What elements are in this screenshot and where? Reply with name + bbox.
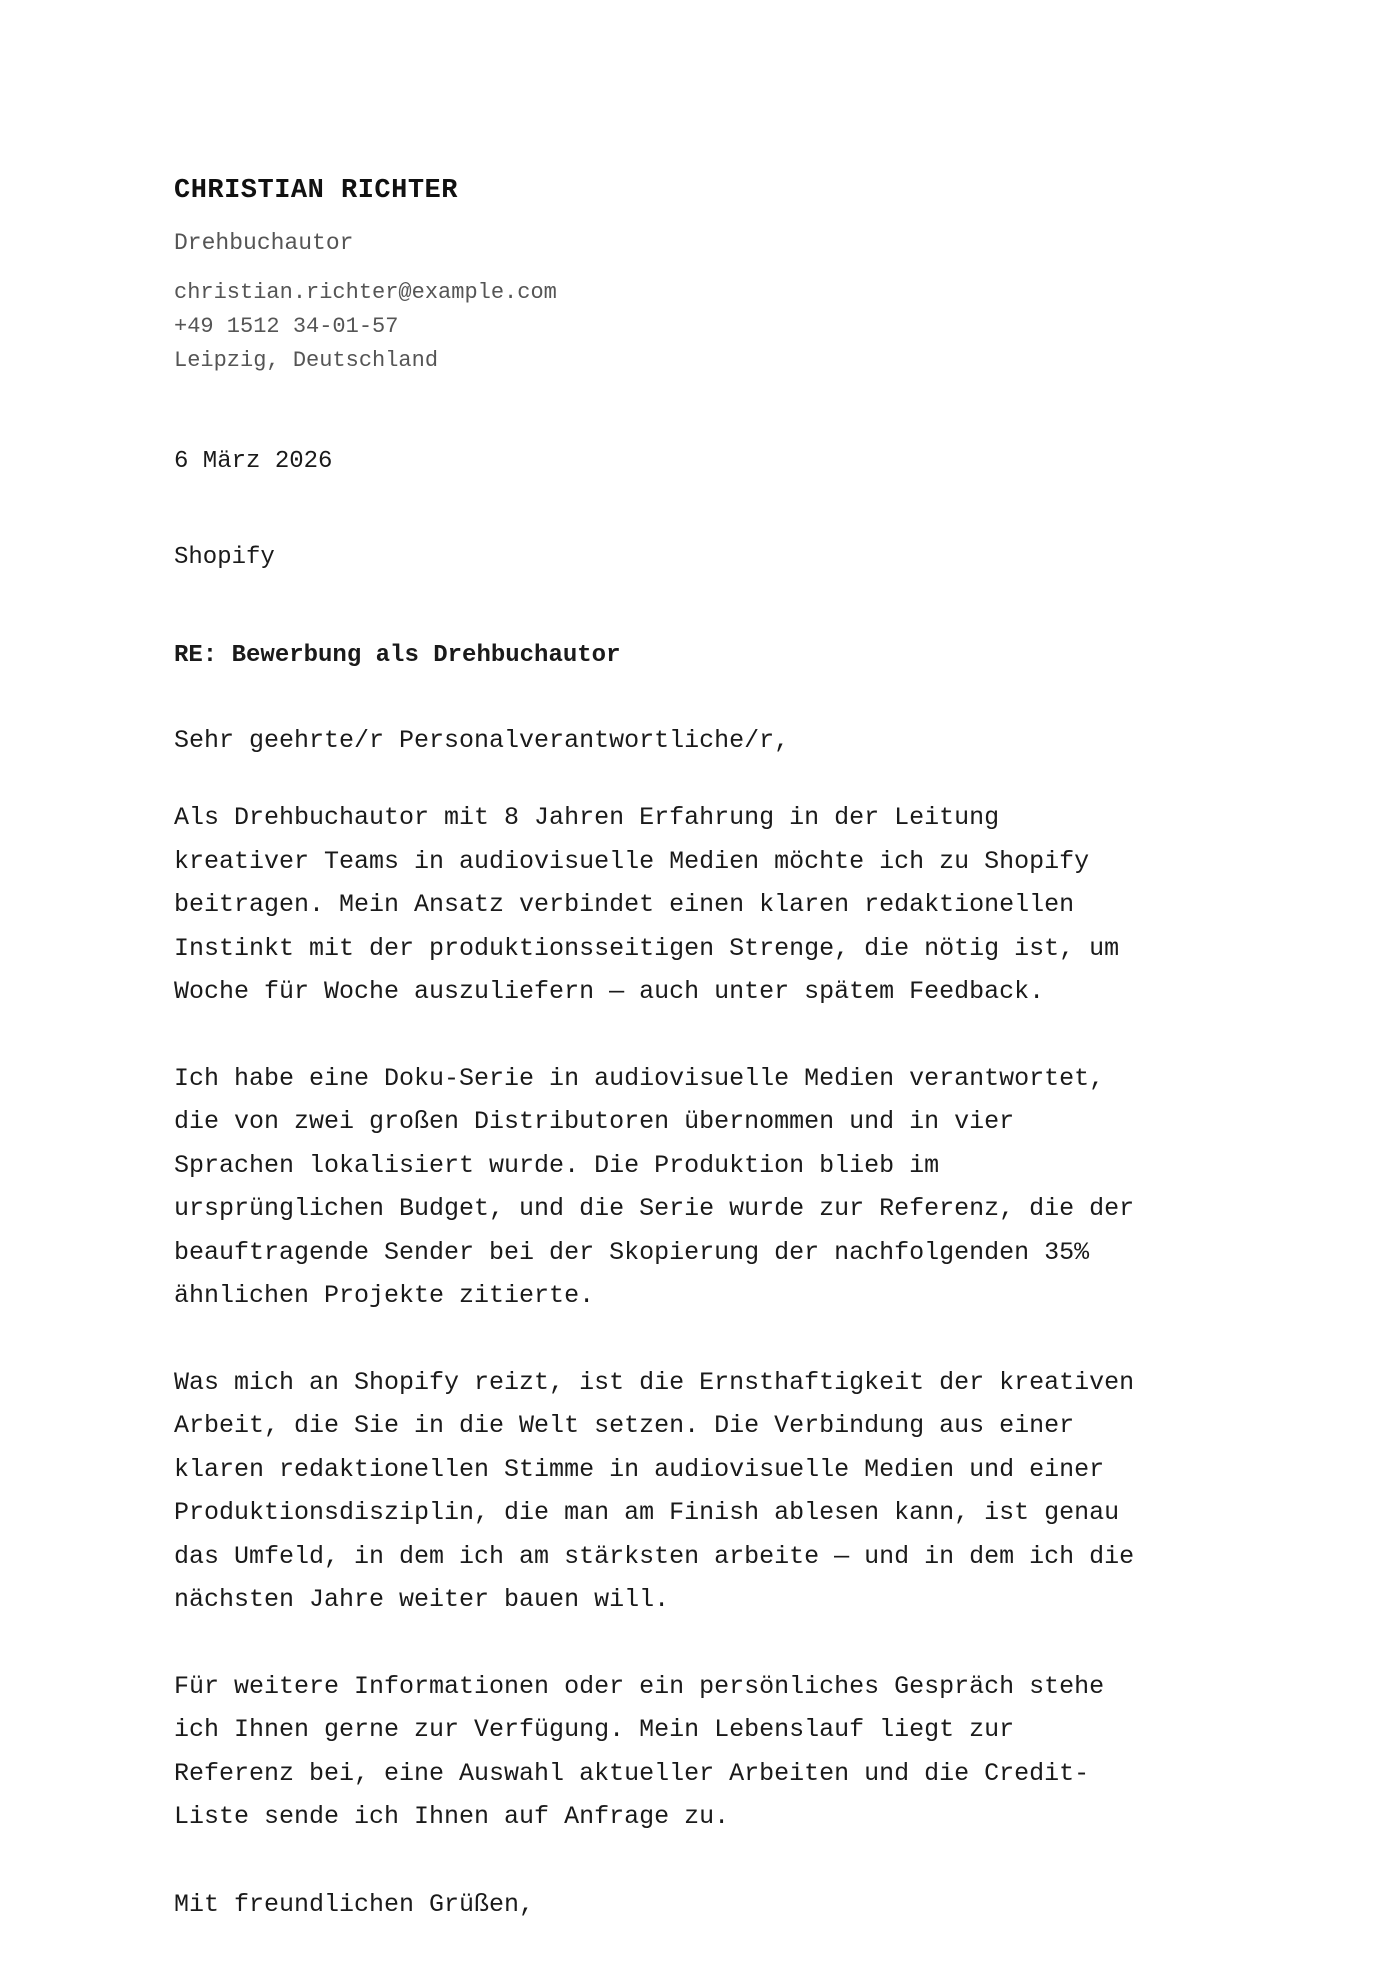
- paragraph-line: beitragen. Mein Ansatz verbindet einen klaren redaktionellen: [174, 890, 1075, 919]
- sender-email: christian.richter@example.com: [174, 280, 557, 305]
- paragraph-line: Was mich an Shopify reizt, ist die Ernsthaftigkeit der kreativen: [174, 1367, 1135, 1397]
- sender-contact-block: [174, 276, 557, 378]
- paragraph-line: ursprünglichen Budget, und die Serie wurde zur Referenz, die der: [174, 1194, 1135, 1223]
- paragraph-line: die von zwei großen Distributoren übernommen und in vier: [174, 1107, 1015, 1136]
- paragraph-line: Liste sende ich Ihnen auf Anfrage zu.: [174, 1802, 730, 1831]
- paragraph-line: Instinkt mit der produktionsseitigen Strenge, die nötig ist, um: [174, 933, 1120, 963]
- sender-title: Drehbuchautor: [174, 230, 354, 256]
- paragraph-line: das Umfeld, in dem ich am stärksten arbeite — und in dem ich die: [174, 1541, 1135, 1571]
- paragraph-line: Ich habe eine Doku-Serie in audiovisuelle Medien verantwortet,: [174, 1063, 1105, 1093]
- paragraph-line: ähnlichen Projekte zitierte.: [174, 1281, 595, 1310]
- paragraph-line: Referenz bei, eine Auswahl aktueller Arbeiten und die Credit-: [174, 1758, 1090, 1788]
- paragraph-line: Als Drehbuchautor mit 8 Jahren Erfahrung in der Leitung: [174, 803, 1000, 832]
- paragraph-line: Arbeit, die Sie in die Welt setzen. Die Verbindung aus einer: [174, 1411, 1075, 1440]
- paragraph-line: Für weitere Informationen oder ein persönliches Gespräch stehe: [174, 1671, 1105, 1701]
- sender-phone: +49 1512 34-01-57: [174, 314, 399, 339]
- body-paragraph: [174, 796, 1234, 1014]
- paragraph-line: Woche für Woche auszuliefern — auch unter spätem Feedback.: [174, 977, 1045, 1006]
- letter-date: 6 März 2026: [174, 448, 333, 475]
- body-paragraph: [174, 1361, 1234, 1622]
- body-paragraph: [174, 1665, 1234, 1839]
- paragraph-line: Sprachen lokalisiert wurde. Die Produktion blieb im: [174, 1150, 940, 1180]
- paragraph-line: beauftragende Sender bei der Skopierung der nachfolgenden 35%: [174, 1237, 1090, 1267]
- paragraph-line: nächsten Jahre weiter bauen will.: [174, 1585, 670, 1614]
- salutation: Sehr geehrte/r Personalverantwortliche/r,: [174, 726, 790, 755]
- body-paragraph: [174, 1057, 1234, 1318]
- paragraph-line: Produktionsdisziplin, die man am Finish ablesen kann, ist genau: [174, 1498, 1120, 1527]
- paragraph-line: ich Ihnen gerne zur Verfügung. Mein Lebenslauf liegt zur: [174, 1715, 1015, 1744]
- sender-name: CHRISTIAN RICHTER: [174, 176, 458, 206]
- paragraph-line: klaren redaktionellen Stimme in audiovisuelle Medien und einer: [174, 1454, 1105, 1484]
- recipient-company: Shopify: [174, 544, 275, 571]
- sender-location: Leipzig, Deutschland: [174, 348, 439, 373]
- paragraph-line: kreativer Teams in audiovisuelle Medien möchte ich zu Shopify: [174, 846, 1090, 876]
- letter-subject: RE: Bewerbung als Drehbuchautor: [174, 642, 621, 669]
- letter-body: [174, 796, 1234, 1882]
- letter-closing: Mit freundlichen Grüßen,: [174, 1890, 535, 1919]
